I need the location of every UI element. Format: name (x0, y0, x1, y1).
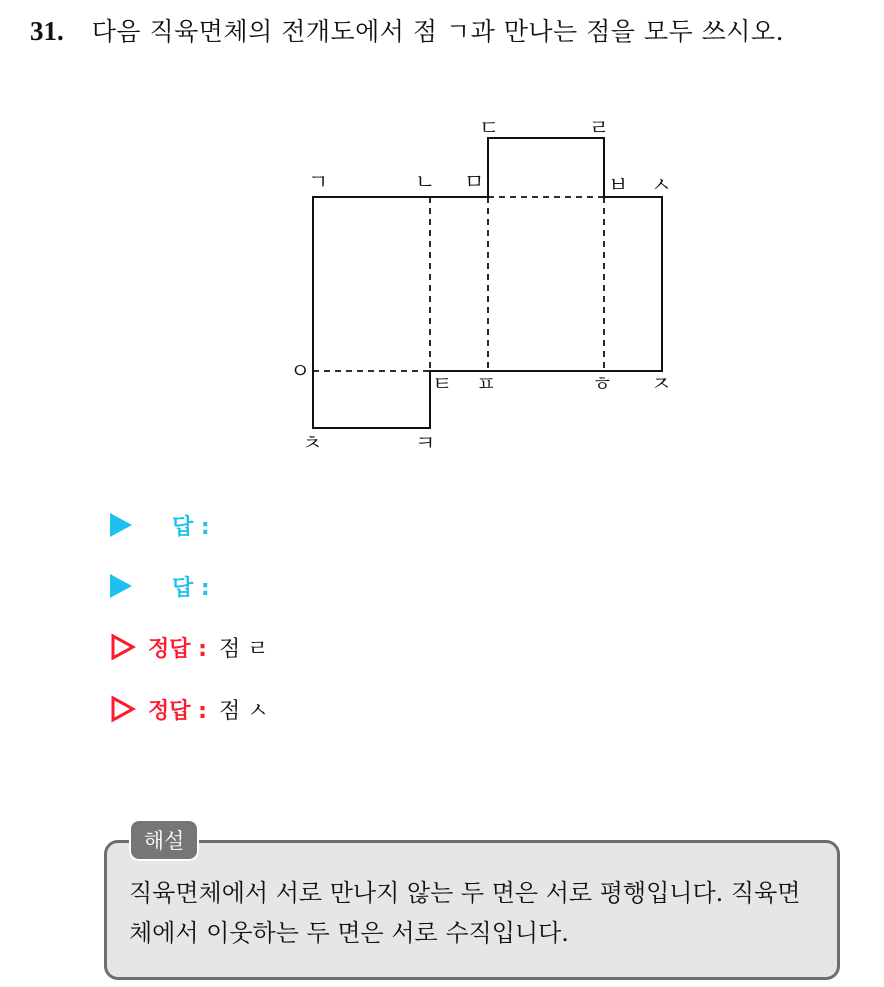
vertex-label-j: ㅈ (651, 372, 672, 396)
vertex-label-b: ㅂ (608, 173, 629, 197)
vertex-label-s: ㅅ (651, 173, 672, 197)
vertex-label-g: ㄱ (308, 170, 329, 194)
vertex-label-t: ㅌ (432, 372, 453, 396)
correct-answer-value: 점 ㅅ (218, 698, 269, 724)
question-text: 다음 직육면체의 전개도에서 점 ㄱ과 만나는 점을 모두 쓰시오. (91, 17, 785, 46)
vertex-label-p: ㅍ (476, 372, 497, 396)
vertex-label-ch: ㅊ (302, 431, 323, 455)
correct-answer-value: 점 ㄹ (218, 636, 269, 662)
correct-answer-row-1 (110, 630, 268, 664)
outline-triangle-icon (110, 695, 136, 723)
explanation-box (104, 840, 840, 980)
correct-answer-label: 정답 : (148, 636, 207, 662)
answer-label: 답 : (172, 514, 210, 540)
vertex-label-d: ㄷ (479, 116, 500, 140)
vertex-label-n: ㄴ (415, 170, 436, 194)
correct-answer-row-2 (110, 692, 268, 726)
answer-label: 답 : (172, 575, 210, 601)
outline-triangle-icon (110, 633, 136, 661)
answer-row-2 (110, 569, 210, 603)
play-triangle-icon (110, 574, 132, 598)
correct-answer-label: 정답 : (148, 698, 207, 724)
explanation-text: 직육면체에서 서로 만나지 않는 두 면은 서로 평행입니다. 직육면체에서 이웃하는 두 면은 서로 수직입니다. (129, 879, 801, 947)
vertex-label-r: ㄹ (589, 116, 610, 140)
play-triangle-icon (110, 513, 132, 537)
vertex-label-h: ㅎ (592, 372, 613, 396)
vertex-label-m: ㅁ (464, 170, 485, 194)
answer-row-1 (110, 508, 210, 542)
vertex-label-o: ㅇ (290, 359, 311, 383)
explanation-tag: 해설 (129, 819, 199, 861)
vertex-label-k: ㅋ (415, 431, 436, 455)
question-number: 31. (30, 16, 64, 46)
